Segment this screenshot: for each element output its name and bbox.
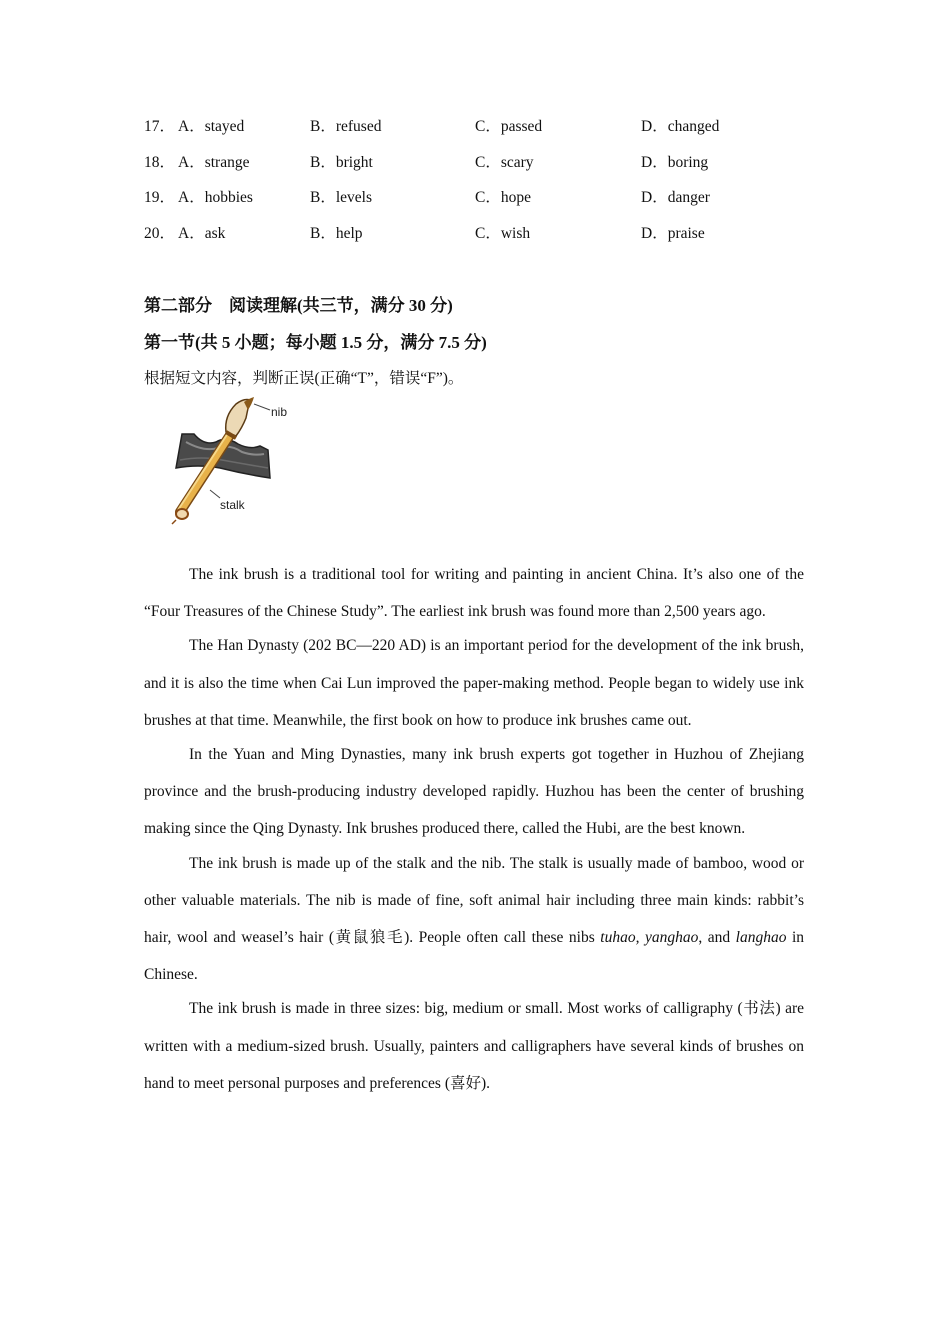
paragraph-4-text-mid: , and	[698, 929, 736, 947]
question-number: 19．	[144, 189, 176, 206]
nib-label: nib	[271, 405, 288, 419]
part-title: 第二部分 阅读理解(共三节，满分 30 分)	[144, 296, 453, 315]
option-c: C．passed	[475, 118, 543, 135]
option-d: D．danger	[641, 189, 710, 206]
option-a: A．stayed	[178, 118, 245, 135]
option-b: B．help	[310, 224, 363, 242]
term-yanghao: yanghao	[644, 929, 699, 947]
option-c: C．scary	[475, 153, 534, 171]
term-tuhao: tuhao,	[600, 929, 640, 947]
paragraph-4	[144, 845, 804, 994]
question-number: 17．	[144, 118, 176, 135]
paragraph-1: The ink brush is a traditional tool for writing and painting in ancient China. It’s also one of the “Four Treasures of the Chinese Study”. The earliest ink brush was found more than 2,500 years ago.	[144, 566, 804, 621]
paragraph-5: The ink brush is made in three sizes: big, medium or small. Most works of calligraphy (书法) are written with a medium-sized brush. Usually, painters and calligraphers have several kinds of brushes on hand to meet personal purposes and preferences (喜好).	[144, 1000, 804, 1092]
paragraph-2: The Han Dynasty (202 BC—220 AD) is an important period for the development of the ink brush, and it is also the time when Cai Lun improved the paper-making method. People began to widely use ink brushes at that time. Meanwhile, the first book on how to produce ink brushes came out.	[144, 637, 804, 729]
question-row	[144, 150, 844, 186]
question-row	[144, 221, 844, 257]
question-row	[144, 114, 844, 150]
paragraph-4-text-start: The ink brush is made up of the stalk and the nib. The stalk is usually made of bamboo, wood or other valuable materials. The nib is made of fine, soft animal hair including three main kinds: rabbit’s hair, wool and weasel’s hair (黄鼠狼毛). People often call these nibs	[144, 854, 804, 947]
ink-brush-figure	[164, 394, 304, 526]
option-a: A．ask	[178, 224, 226, 242]
option-a: A．hobbies	[178, 189, 253, 206]
question-number: 20．	[144, 224, 176, 242]
section-title: 第一节(共 5 小题；每小题 1.5 分，满分 7.5 分)	[144, 333, 487, 352]
paragraph-3: In the Yuan and Ming Dynasties, many ink brush experts got together in Huzhou of Zhejiang province and the brush-producing industry developed rapidly. Huzhou has been the center of brushing making since the Qing Dynasty. Ink brushes produced there, called the Hubi, are the best known.	[144, 746, 804, 838]
question-row	[144, 185, 844, 221]
stalk-label: stalk	[220, 498, 245, 512]
option-d: D．praise	[641, 224, 705, 242]
question-number: 18．	[144, 153, 176, 171]
reading-passage	[144, 556, 804, 1099]
instruction: 根据短文内容，判断正误(正确“T”，错误“F”)。	[144, 370, 464, 387]
option-b: B．bright	[310, 153, 373, 171]
option-a: A．strange	[178, 153, 250, 171]
term-langhao: langhao	[735, 929, 787, 947]
brush-nib-illustration	[226, 397, 254, 438]
option-c: C．hope	[475, 189, 531, 206]
option-d: D．changed	[641, 118, 720, 135]
option-b: B．refused	[310, 118, 382, 135]
choice-list	[144, 114, 844, 256]
paragraph-4-text-end: in Chinese.	[144, 929, 805, 984]
option-d: D．boring	[641, 153, 709, 171]
option-c: C．wish	[475, 224, 531, 242]
option-b: B．levels	[310, 189, 372, 206]
